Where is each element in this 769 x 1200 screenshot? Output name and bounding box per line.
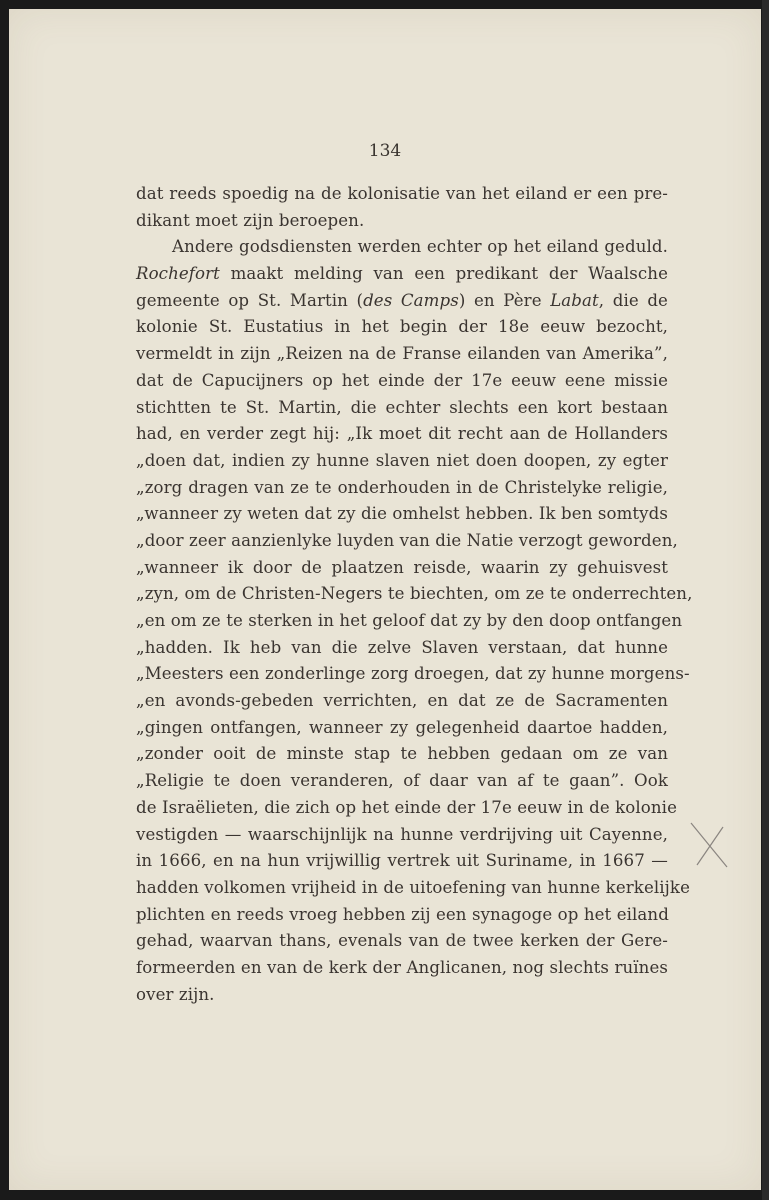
text-line: over zijn. — [136, 984, 215, 1004]
italic-name: Labat — [550, 290, 599, 310]
text-line: dat de Capucijners op het einde der 17e eeuw eene missie — [136, 370, 668, 390]
text-line: „door zeer aanzienlyke luyden van die Natie verzogt geworden, — [136, 530, 678, 550]
text-line: stichtten te St. Martin, die echter slechts een kort bestaan — [136, 397, 668, 417]
text-line: vermeldt in zijn „Reizen na de Franse eilanden van Amerika”, — [136, 344, 668, 364]
text-line: vestigden — waarschijnlijk na hunne verdrijving uit Cayenne, — [136, 824, 668, 844]
text-line: gemeente op St. Martin (des Camps) en Père Labat, die de — [136, 290, 668, 310]
body-text — [136, 181, 693, 1008]
text-line: dikant moet zijn beroepen. — [136, 210, 365, 230]
text-line: de Israëlieten, die zich op het einde der 17e eeuw in de kolonie — [136, 797, 677, 817]
text-line: „en om ze te sterken in het geloof dat zy by den doop ontfangen — [136, 611, 683, 630]
text-line: gehad, waarvan thans, evenals van de twee kerken der Gere- — [136, 931, 668, 951]
text-line: „zorg dragen van ze te onderhouden in de Christelyke religie, — [136, 477, 668, 497]
page-number: 134 — [368, 141, 402, 161]
text-line: „gingen ontfangen, wanneer zy gelegenheid daartoe hadden, — [136, 717, 668, 737]
text-line: „en avonds-gebeden verrichten, en dat ze de Sacramenten — [136, 691, 668, 711]
pencil-cross-mark — [689, 821, 729, 869]
text-line: „wanneer ik door de plaatzen reisde, waarin zy gehuisvest — [136, 557, 668, 577]
text-line: formeerden en van de kerk der Anglicanen, nog slechts ruïnes — [136, 957, 668, 977]
text-line: „zonder ooit de minste stap te hebben gedaan om ze van — [136, 744, 668, 764]
text-line: kolonie St. Eustatius in het begin der 18e eeuw bezocht, — [136, 317, 668, 337]
text-line: „Religie te doen veranderen, of daar van af te gaan”. Ook — [136, 771, 668, 791]
book-page — [9, 9, 761, 1190]
text-line: „hadden. Ik heb van die zelve Slaven verstaan, dat hunne — [136, 637, 668, 657]
text-line: „doen dat, indien zy hunne slaven niet doen doopen, zy egter — [136, 450, 668, 470]
text-line: hadden volkomen vrijheid in de uitoefening van hunne kerkelijke — [136, 877, 690, 897]
scan-edge — [762, 0, 769, 1200]
text-line: dat reeds spoedig na de kolonisatie van het eiland er een pre- — [136, 184, 668, 203]
text-line: plichten en reeds vroeg hebben zij een synagoge op het eiland — [136, 904, 669, 924]
text-line: „zyn, om de Christen-Negers te biechten, om ze te onderrechten, — [136, 584, 693, 604]
text-line: Rochefort maakt melding van een predikant der Waalsche — [136, 264, 668, 284]
text-line: Andere godsdiensten werden echter op het eiland geduld. — [172, 237, 668, 257]
text-line: had, en verder zegt hij: „Ik moet dit recht aan de Hollanders — [136, 424, 668, 444]
italic-name: Rochefort — [136, 264, 220, 284]
text-line: „wanneer zy weten dat zy die omhelst hebben. Ik ben somtyds — [136, 504, 668, 524]
text-line: „Meesters een zonderlinge zorg droegen, dat zy hunne morgens- — [136, 664, 690, 684]
text-line: in 1666, en na hun vrijwillig vertrek uit Suriname, in 1667 — — [136, 851, 668, 871]
italic-name: des Camps — [363, 290, 459, 310]
